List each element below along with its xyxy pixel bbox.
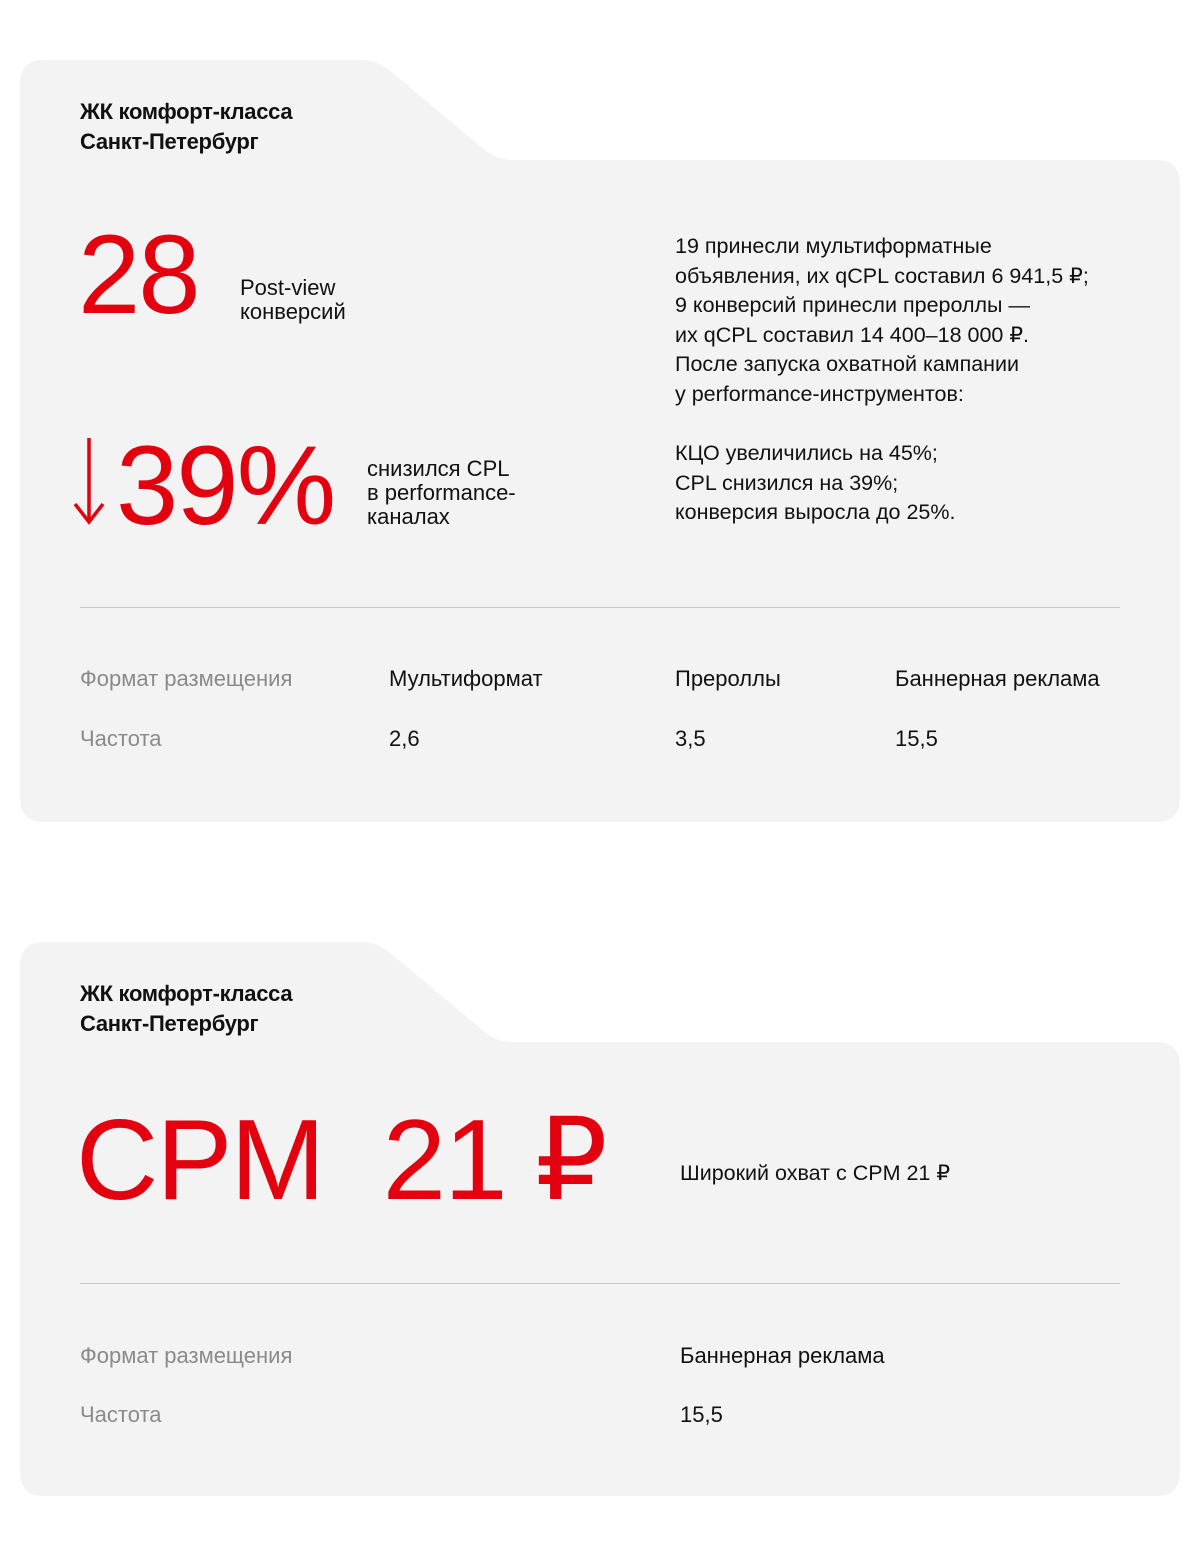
format-prerolls: Прероллы: [675, 666, 781, 691]
case-card-1: [20, 60, 1180, 822]
cpm-description: Широкий охват с CPM 21 ₽: [680, 1161, 951, 1185]
format-multiformat: Мультиформат: [389, 666, 543, 691]
description-line: 19 принесли мультиформатные: [675, 234, 992, 258]
conversions-caption: [240, 276, 346, 324]
conversions-value: 28: [78, 212, 199, 337]
case-card-2: [20, 942, 1180, 1496]
cpl-decrease-value: 39%: [116, 423, 335, 548]
cpl-caption-line1: снизился CPL: [367, 456, 510, 481]
frequency-banner: 15,5: [680, 1402, 723, 1427]
results-line: КЦО увеличились на 45%;: [675, 441, 938, 466]
case-description: [675, 232, 1089, 528]
cpm-value: CPM 21 ₽: [76, 1097, 606, 1224]
frequency-banner: 15,5: [895, 726, 938, 751]
format-label: Формат размещения: [80, 666, 293, 691]
format-banner: Баннерная реклама: [895, 666, 1100, 691]
card-title: [80, 97, 292, 157]
conversions-caption-line1: Post-view: [240, 275, 336, 300]
frequency-label: Частота: [80, 726, 162, 751]
card-title: [80, 979, 292, 1039]
results-line: CPL снизился на 39%;: [675, 470, 899, 495]
frequency-prerolls: 3,5: [675, 726, 706, 751]
conversions-caption-line2: конверсий: [240, 299, 346, 324]
card-title-line2: Санкт-Петербург: [80, 1011, 259, 1036]
frequency-multiformat: 2,6: [389, 726, 420, 751]
card-title-line1: ЖК комфорт-класса: [80, 99, 293, 124]
cpl-caption-line3: каналах: [367, 504, 450, 529]
divider: [80, 607, 1120, 608]
format-label: Формат размещения: [80, 1343, 293, 1368]
description-line: объявления, их qCPL составил 6 941,5 ₽;: [675, 263, 1089, 288]
cpl-decrease-caption: [367, 457, 516, 529]
frequency-label: Частота: [80, 1402, 162, 1427]
card-title-line1: ЖК комфорт-класса: [80, 981, 293, 1006]
arrow-down-icon: [72, 436, 106, 526]
cpl-caption-line2: в performance-: [367, 480, 516, 505]
description-line: 9 конверсий принесли прероллы —: [675, 293, 1030, 318]
description-line: у performance-инструментов:: [675, 381, 964, 406]
card-title-line2: Санкт-Петербург: [80, 129, 259, 154]
description-line: После запуска охватной кампании: [675, 352, 1020, 377]
description-line: их qCPL составил 14 400–18 000 ₽.: [675, 322, 1030, 347]
results-line: конверсия выросла до 25%.: [675, 500, 956, 525]
format-banner: Баннерная реклама: [680, 1343, 885, 1368]
divider: [80, 1283, 1120, 1284]
